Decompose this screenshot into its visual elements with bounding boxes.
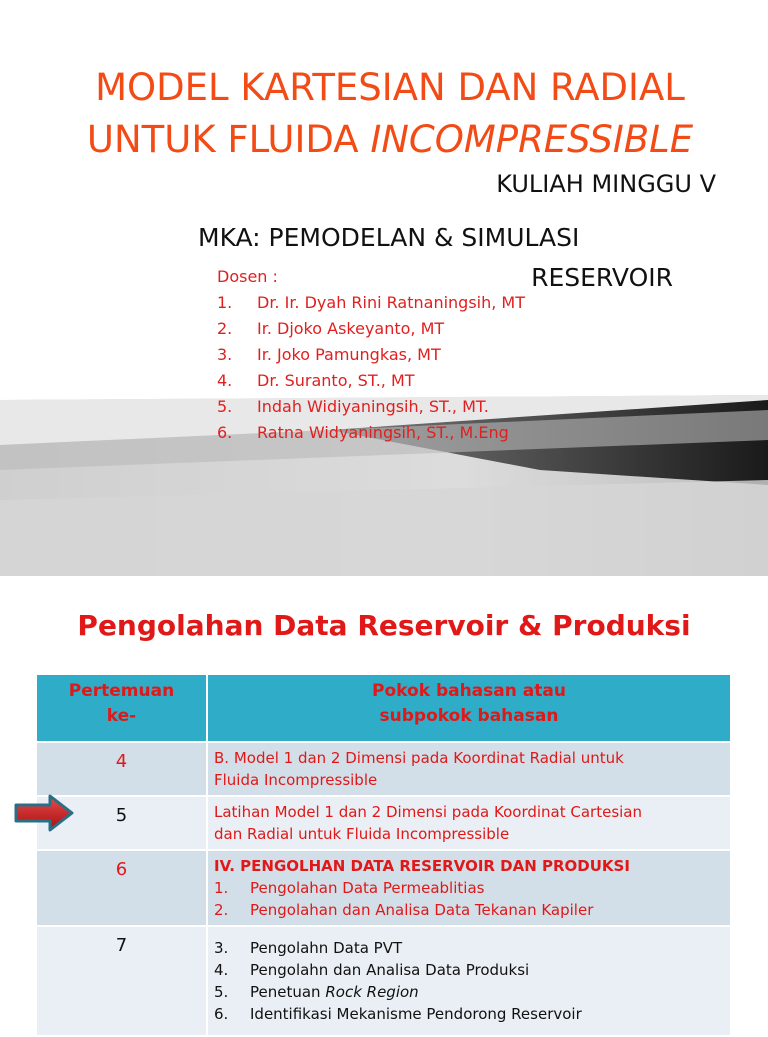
- header-topic: Pokok bahasan atau subpokok bahasan: [207, 674, 731, 742]
- topic-cell: B. Model 1 dan 2 Dimensi pada Koordinat Radial untuk Fluida Incompressible: [207, 742, 731, 796]
- lecturer-item: 2. Ir. Djoko Askeyanto, MT: [217, 319, 445, 338]
- lecturer-item: 1. Dr. Ir. Dyah Rini Ratnaningsih, MT: [217, 293, 525, 312]
- topic-item: 4. Pengolahn dan Analisa Data Produksi: [214, 961, 530, 979]
- table-row: [36, 742, 731, 796]
- right-arrow-icon: [14, 794, 74, 832]
- agenda-title: Pengolahan Data Reservoir & Produksi: [77, 609, 691, 642]
- lecturer-list: [217, 264, 525, 446]
- table-row: [36, 796, 731, 850]
- topic-cell: [207, 850, 731, 926]
- title-line-2-italic: INCOMPRESSIBLE: [370, 118, 694, 161]
- header-meeting: Pertemuan ke-: [36, 674, 207, 742]
- slide-subtitle: KULIAH MINGGU V: [496, 170, 716, 198]
- topic-item: 5. Penetuan Rock Region: [214, 983, 419, 1001]
- slide-title: [40, 62, 740, 166]
- table-row: [36, 850, 731, 926]
- topic-heading: IV. PENGOLHAN DATA RESERVOIR DAN PRODUKSI: [214, 857, 630, 875]
- lecturer-item: 6. Ratna Widyaningsih, ST., M.Eng: [217, 423, 509, 442]
- topic-item: 6. Identifikasi Mekanisme Pendorong Reservoir: [214, 1005, 582, 1023]
- title-line-2: UNTUK FLUIDA: [86, 118, 371, 161]
- topic-item: 1. Pengolahan Data Permeablitias: [214, 879, 485, 897]
- meeting-number: 7: [36, 926, 207, 1036]
- table-header-row: [36, 674, 731, 742]
- topic-cell: Latihan Model 1 dan 2 Dimensi pada Koordinat Cartesian dan Radial untuk Fluida Incompressible: [207, 796, 731, 850]
- agenda-slide: [0, 576, 768, 1024]
- course-line-1: MKA: PEMODELAN & SIMULASI: [198, 223, 580, 252]
- title-line-1: MODEL KARTESIAN DAN RADIAL: [95, 66, 685, 109]
- meeting-number: 4: [36, 742, 207, 796]
- topic-item: 2. Pengolahan dan Analisa Data Tekanan Kapiler: [214, 901, 594, 919]
- agenda-table: [35, 673, 732, 1037]
- lecturer-label: Dosen :: [217, 267, 278, 286]
- lecturer-item: 3. Ir. Joko Pamungkas, MT: [217, 345, 441, 364]
- table-row: [36, 926, 731, 1036]
- meeting-number: 6: [36, 850, 207, 926]
- meeting-number: 5: [36, 796, 207, 850]
- course-line-2: RESERVOIR: [531, 263, 673, 292]
- topic-item: 3. Pengolahn Data PVT: [214, 939, 403, 957]
- topic-cell: [207, 926, 731, 1036]
- lecturer-item: 5. Indah Widiyaningsih, ST., MT.: [217, 397, 489, 416]
- lecturer-item: 4. Dr. Suranto, ST., MT: [217, 371, 415, 390]
